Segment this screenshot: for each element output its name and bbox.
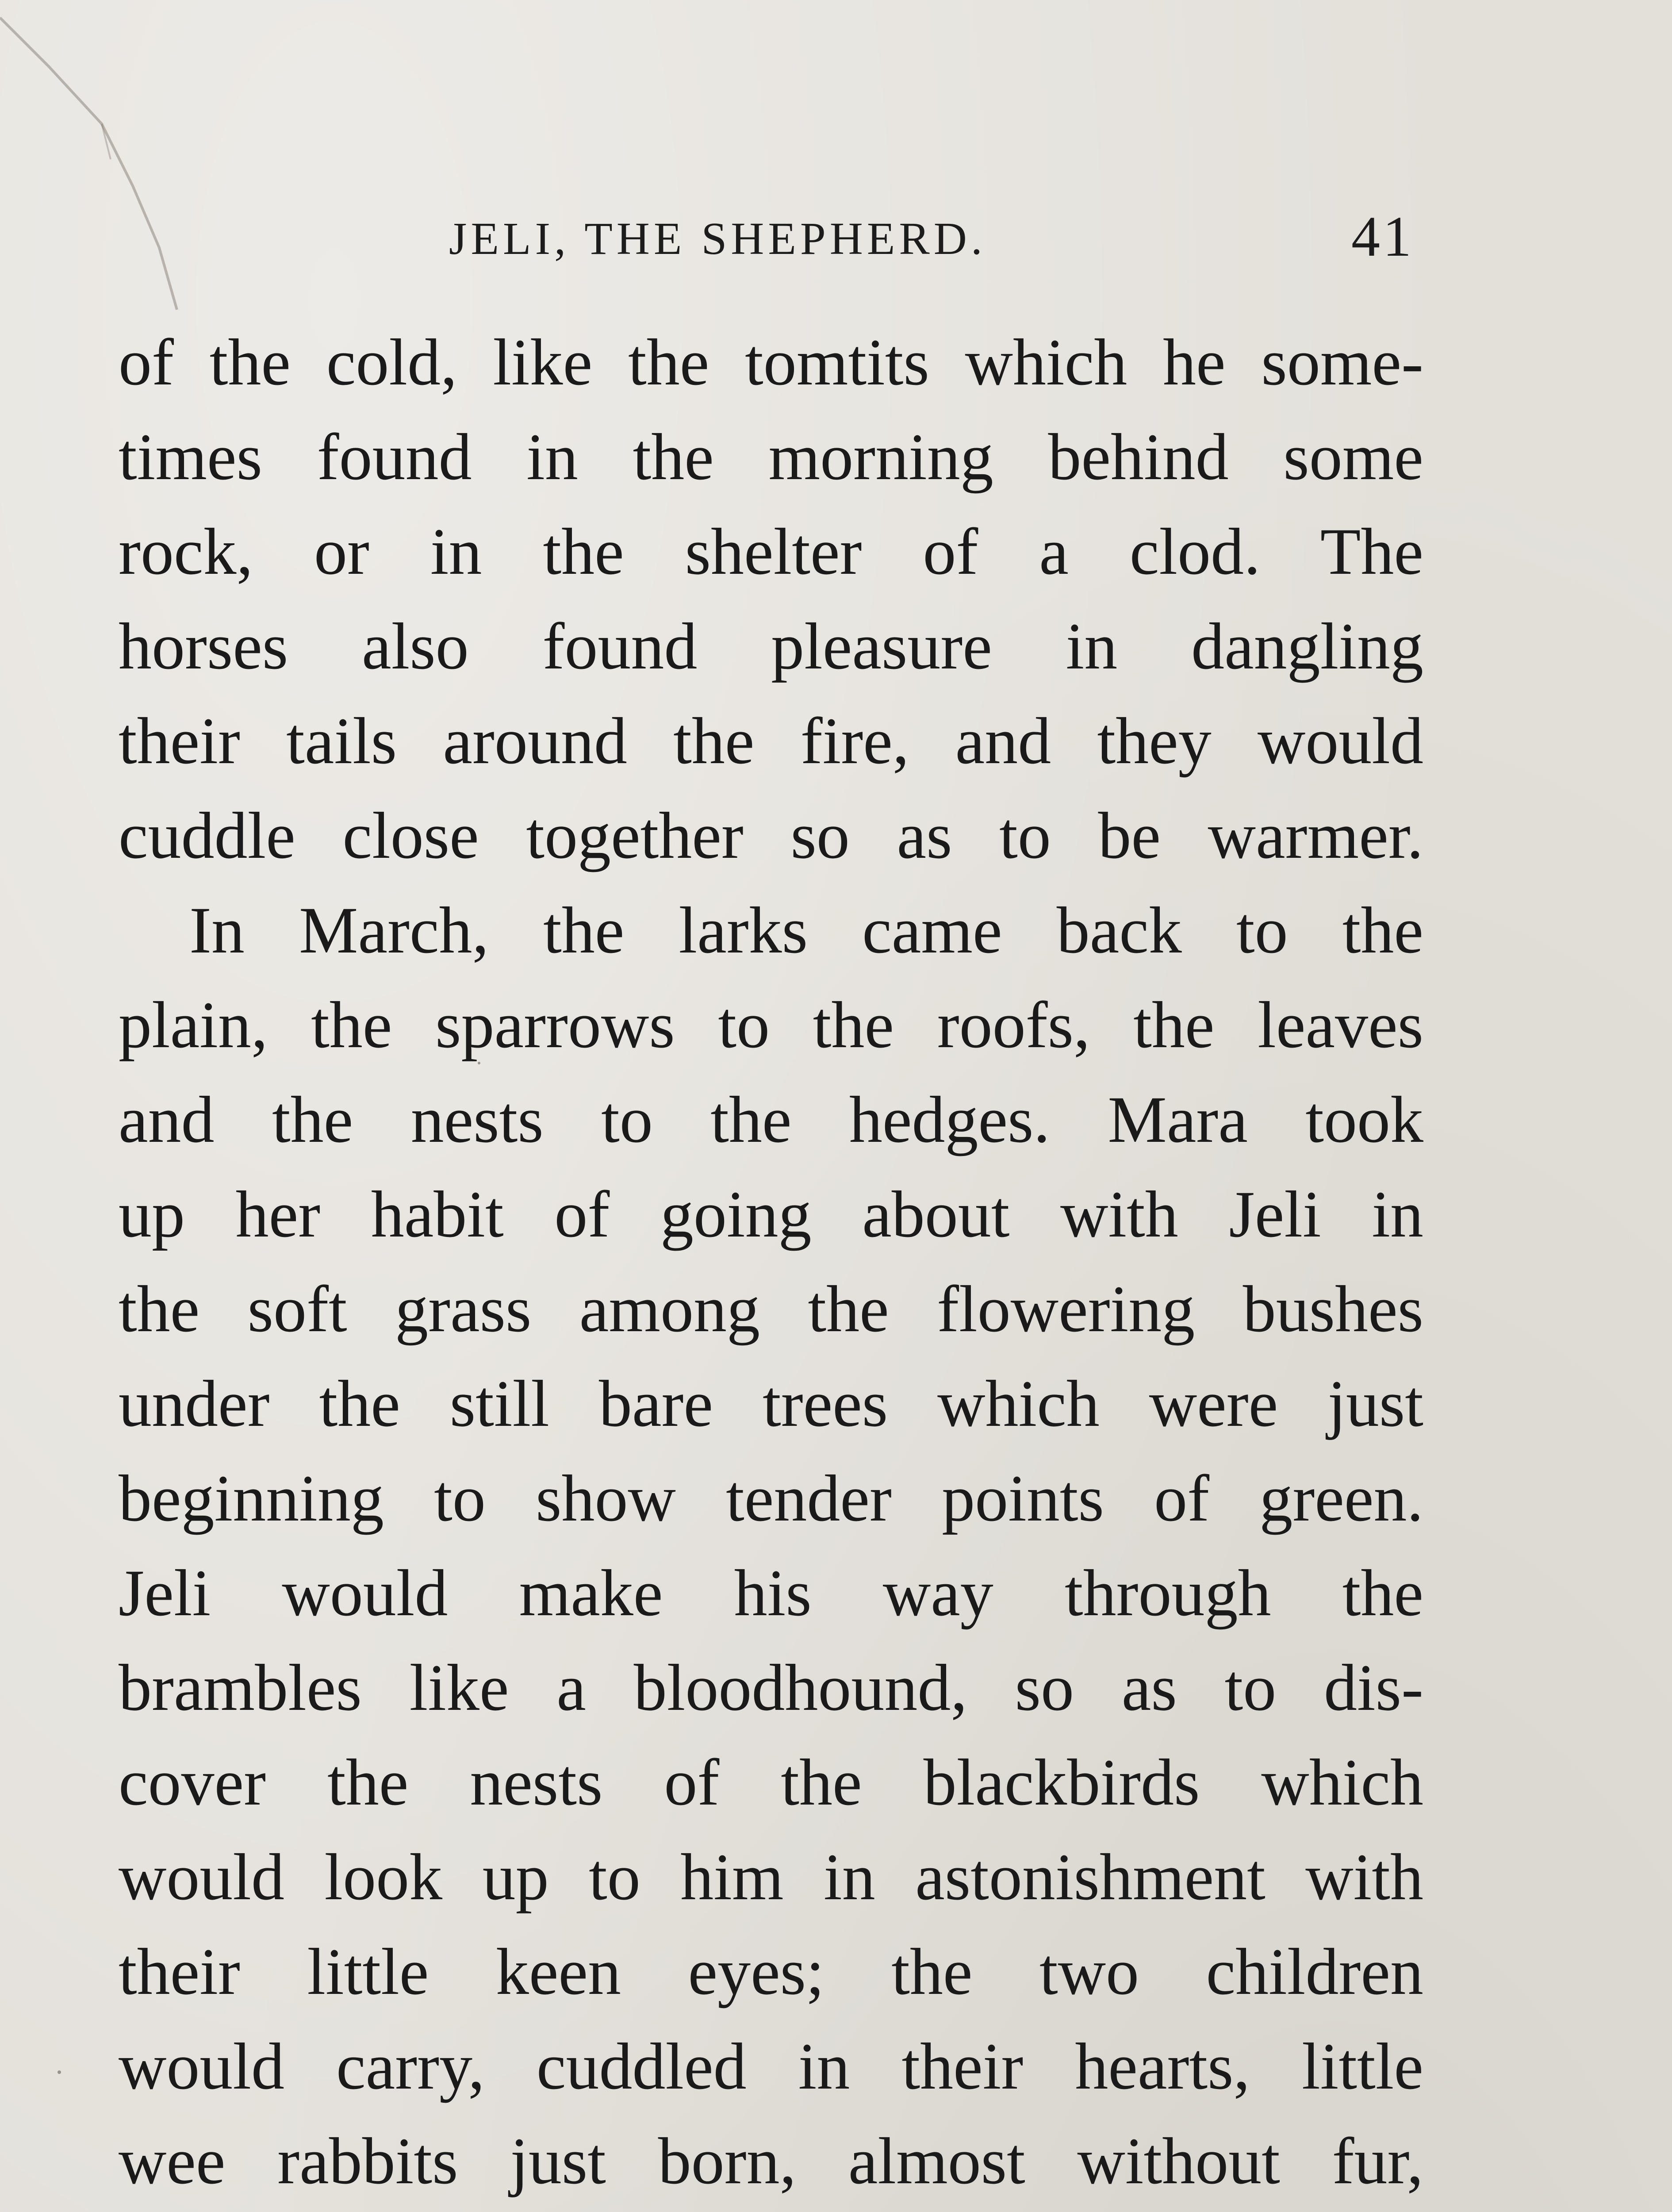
running-head — [0, 195, 1672, 283]
paper-speck — [478, 1062, 480, 1064]
text-line: their tails around the fire, and they would — [119, 704, 1423, 778]
text-line: would carry, cuddled in their hearts, little — [119, 2030, 1423, 2103]
text-line: cover the nests of the blackbirds which — [119, 1746, 1423, 1819]
text-line: horses also found pleasure in dangling — [119, 610, 1423, 683]
body-text — [119, 315, 1423, 2212]
paper-speck — [58, 2070, 61, 2074]
text-line — [119, 2208, 1423, 2212]
text-line: In March, the larks came back to the — [189, 894, 1423, 967]
text-line: brambles like a bloodhound, so as to dis- — [119, 1651, 1423, 1724]
text-line: under the still bare trees which were just — [119, 1367, 1423, 1440]
text-line: would look up to him in astonishment with — [119, 1840, 1423, 1914]
text-line: their little keen eyes; the two children — [119, 1935, 1423, 2008]
text-line: of the cold, like the tomtits which he some- — [119, 326, 1423, 399]
text-line: cuddle close together so as to be warmer. — [119, 799, 1423, 872]
text-line: Jeli would make his way through the — [119, 1556, 1423, 1630]
running-title: JELI, THE SHEPHERD. — [449, 213, 986, 264]
text-line: wee rabbits just born, almost without fur, — [119, 2124, 1423, 2198]
text-line: and the nests to the hedges. Mara took — [119, 1083, 1423, 1156]
text-line: times found in the morning behind some — [119, 420, 1423, 494]
page-number: 41 — [1351, 205, 1414, 269]
text-line: up her habit of going about with Jeli in — [119, 1178, 1423, 1251]
text-line: plain, the sparrows to the roofs, the leaves — [119, 988, 1423, 1062]
text-line: beginning to show tender points of green. — [119, 1462, 1423, 1535]
text-line: the soft grass among the flowering bushes — [119, 1272, 1423, 1346]
text-line: rock, or in the shelter of a clod. The — [119, 515, 1423, 588]
